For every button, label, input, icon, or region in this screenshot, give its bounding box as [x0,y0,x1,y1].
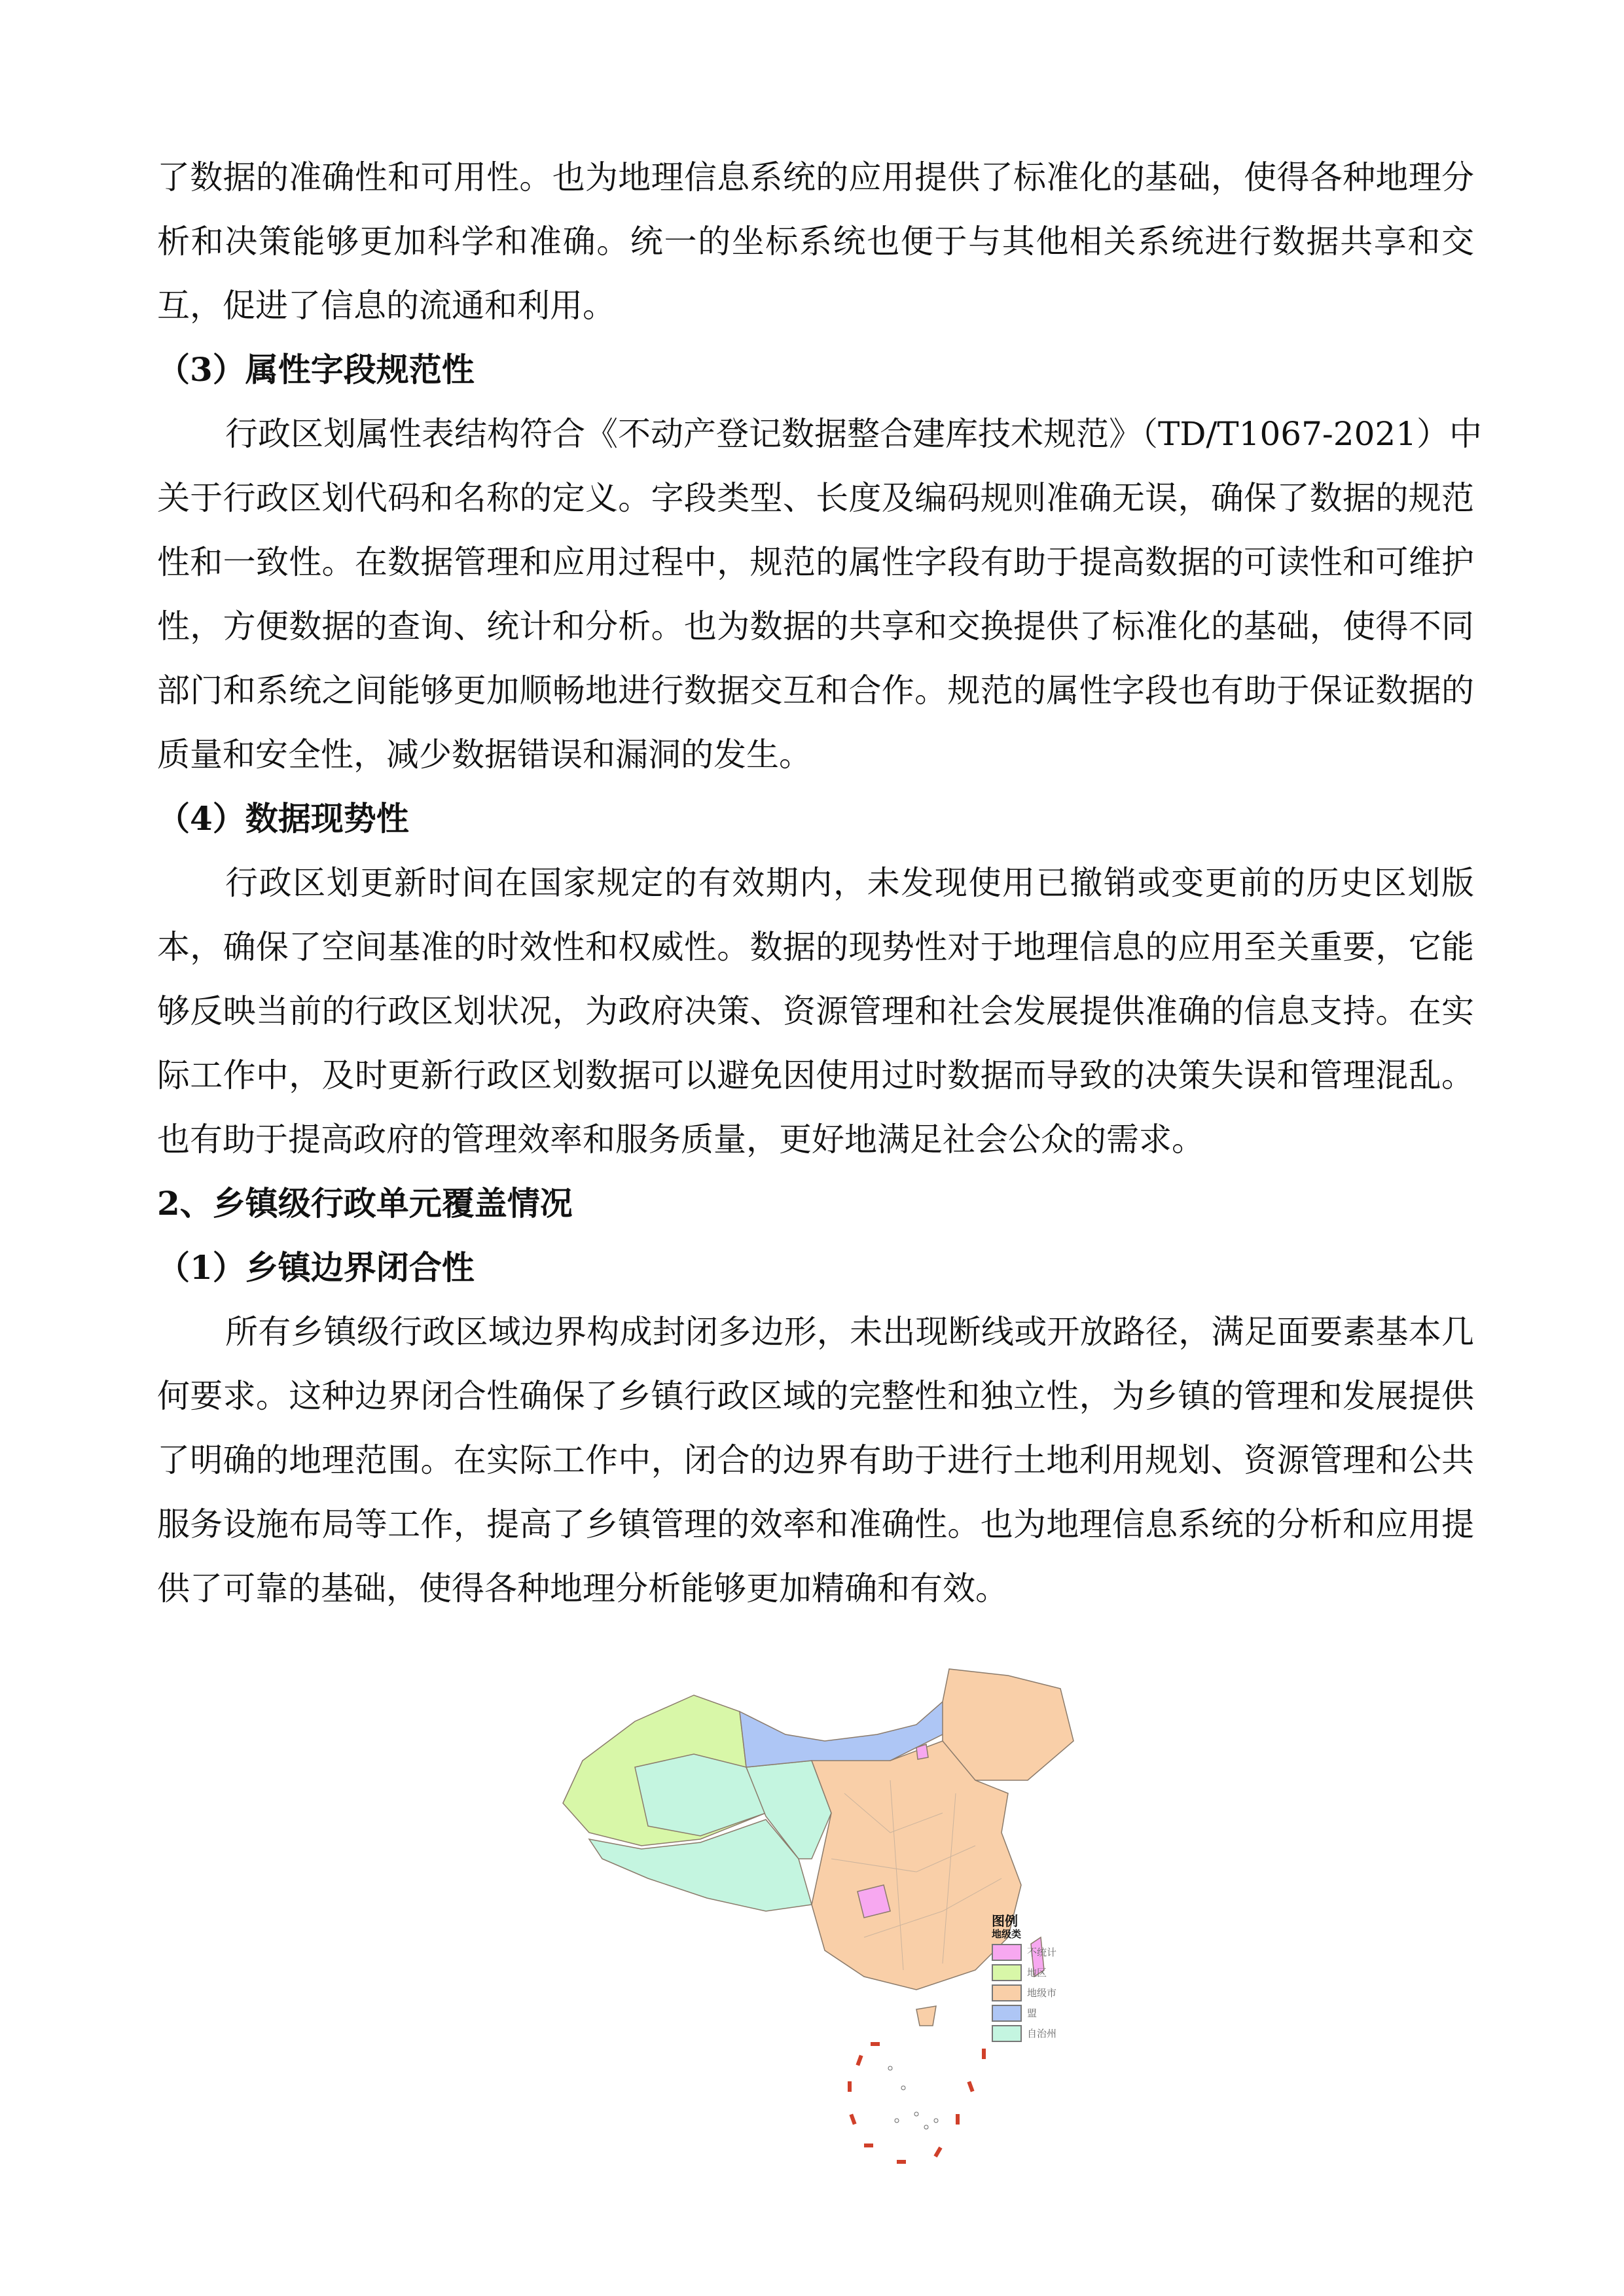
paragraph-line: 供了可靠的基础，使得各种地理分析能够更加精确和有效。 [157,1570,1008,1607]
legend-item [992,2025,1103,2042]
legend-subtitle: 地级类 [992,1928,1022,1940]
paragraph-line: 析和决策能够更加科学和准确。统一的坐标系统也便于与其他相关系统进行数据共享和交 [157,223,1474,260]
section-heading: （1）乡镇边界闭合性 [157,1248,475,1287]
paragraph-line: 服务设施布局等工作，提高了乡镇管理的效率和准确性。也为地理信息系统的分析和应用提 [157,1505,1474,1543]
paragraph [157,851,1474,1172]
paragraph-line: 够反映当前的行政区划状况，为政府决策、资源管理和社会发展提供准确的信息支持。在实 [157,992,1474,1030]
legend-swatch [992,1984,1022,2001]
legend-label: 盟 [1027,2007,1038,2019]
paragraph-line: 行政区划更新时间在国家规定的有效期内，未发现使用已撤销或变更前的历史区划版 [225,864,1474,902]
paragraph [157,402,1483,787]
legend-label: 不统计 [1027,1946,1057,1958]
paragraph-line: 质量和安全性，减少数据错误和漏洞的发生。 [157,736,812,774]
paragraph-line: 了明确的地理范围。在实际工作中，闭合的边界有助于进行土地利用规划、资源管理和公共 [157,1441,1474,1479]
legend-swatch [992,2025,1022,2042]
paragraph [157,145,1474,338]
paragraph-line: 本，确保了空间基准的时效性和权威性。数据的现势性对于地理信息的应用至关重要，它能 [157,928,1474,966]
paragraph-line: 际工作中，及时更新行政区划数据可以避免因使用过时数据而导致的决策失误和管理混乱。 [157,1056,1474,1094]
document-body [157,145,1483,1621]
legend-item [992,2005,1103,2022]
paragraph-line: 行政区划属性表结构符合《不动产登记数据整合建库技术规范》（TD/T1067-2021）中 [225,415,1483,453]
paragraph-line: 部门和系统之间能够更加顺畅地进行数据交互和合作。规范的属性字段也有助于保证数据的 [157,672,1474,709]
paragraph-line: 关于行政区划代码和名称的定义。字段类型、长度及编码规则准确无误，确保了数据的规范 [157,479,1474,517]
section-heading: （4）数据现势性 [157,799,409,838]
paragraph-line: 性和一致性。在数据管理和应用过程中，规范的属性字段有助于提高数据的可读性和可维护 [157,543,1474,581]
legend-item [992,1964,1103,1981]
south-sea-islands [848,2042,986,2164]
legend-label: 地区 [1027,1967,1047,1979]
china-admin-map-figure [550,1662,1139,2173]
section-heading: （3）属性字段规范性 [157,350,475,389]
legend-label: 自治州 [1027,2028,1057,2039]
legend-swatch [992,2005,1022,2022]
region-northeast [943,1669,1074,1780]
legend-swatch [992,1944,1022,1961]
legend-label: 地级市 [1027,1987,1057,1999]
paragraph [157,1300,1474,1621]
region-unstatistic [857,1885,890,1918]
paragraph-line: 互，促进了信息的流通和利用。 [157,287,615,325]
section-heading: 2、乡镇级行政单元覆盖情况 [157,1184,573,1223]
paragraph-line: 也有助于提高政府的管理效率和服务质量，更好地满足社会公众的需求。 [157,1121,1204,1158]
paragraph-line: 所有乡镇级行政区域边界构成封闭多边形，未出现断线或开放路径，满足面要素基本几 [225,1313,1474,1351]
legend-item [992,1944,1103,1961]
paragraph-line: 何要求。这种边界闭合性确保了乡镇行政区域的完整性和独立性，为乡镇的管理和发展提供 [157,1377,1474,1415]
paragraph-line: 了数据的准确性和可用性。也为地理信息系统的应用提供了标准化的基础，使得各种地理分 [157,158,1474,196]
legend-swatch [992,1964,1022,1981]
paragraph-line: 性，方便数据的查询、统计和分析。也为数据的共享和交换提供了标准化的基础，使得不同 [157,607,1474,645]
region-hainan [916,2006,936,2026]
map-legend [992,1914,1103,2045]
legend-title: 图例 [992,1913,1018,1929]
legend-item [992,1984,1103,2001]
region-unstatistic-2 [916,1744,928,1759]
